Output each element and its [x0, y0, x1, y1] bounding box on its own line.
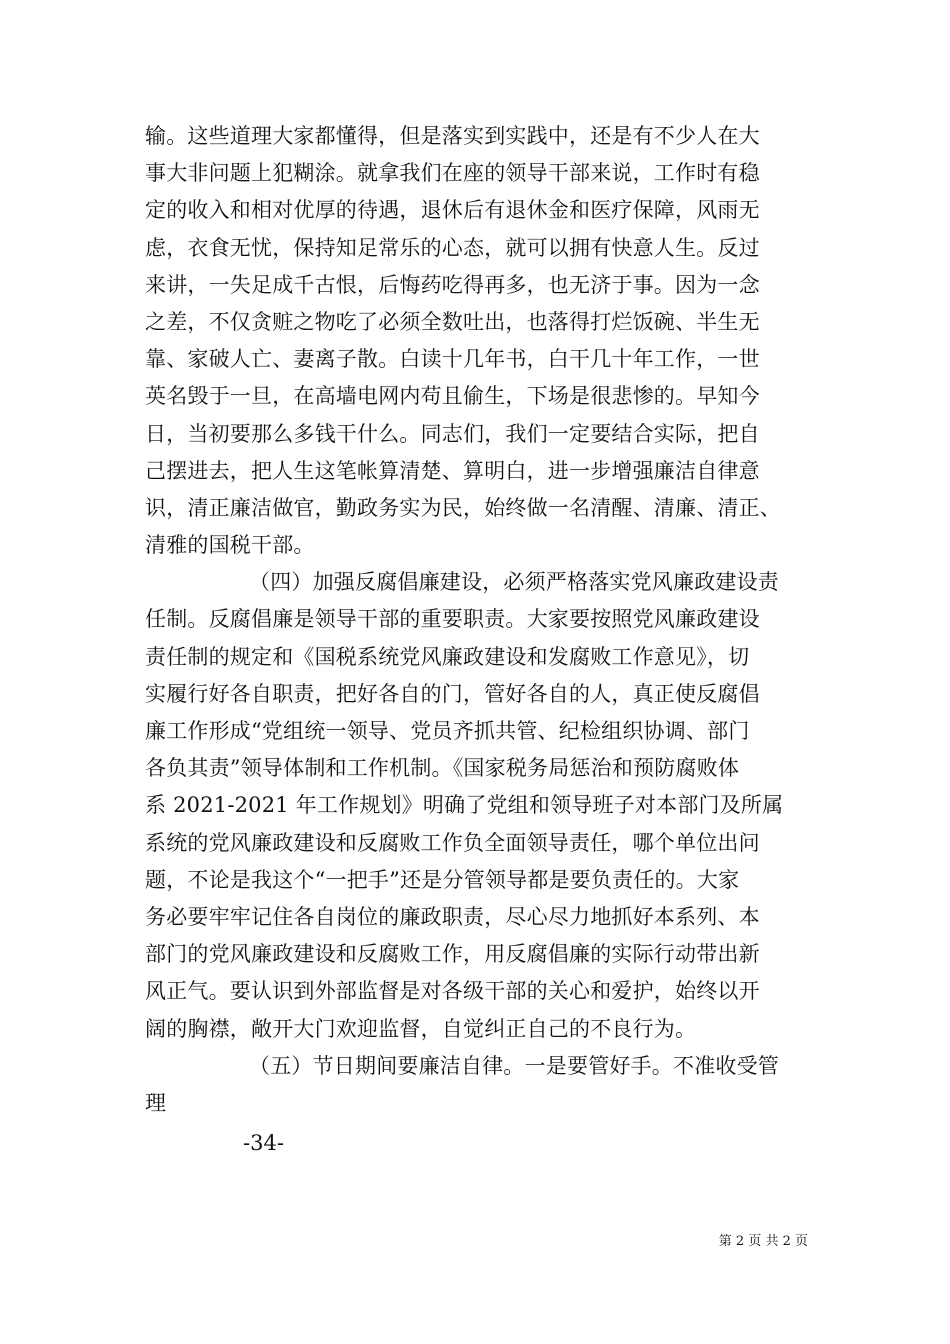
- body-line: 理: [145, 1090, 167, 1115]
- body-line: 输。这些道理大家都懂得，但是落实到实践中，还是有不少人在大: [145, 124, 760, 148]
- body-line: 之差，不仅贪赃之物吃了必须全数吐出，也落得打烂饭碗、半生无: [145, 309, 760, 334]
- body-line: 各负其责”领导体制和工作机制。《国家税务局惩治和预防腐败体: [145, 756, 740, 781]
- body-line: 实履行好各自职责，把好各自的门，管好各自的人，真正使反腐倡: [145, 681, 760, 706]
- body-line: 英名毁于一旦，在高墙电网内苟且偷生，下场是很悲惨的。早知今: [145, 384, 760, 409]
- body-line: 阔的胸襟，敞开大门欢迎监督，自觉纠正自己的不良行为。: [145, 1016, 697, 1041]
- body-line: 来讲，一失足成千古恨，后悔药吃得再多，也无济于事。因为一念: [145, 272, 760, 297]
- body-line: 事大非问题上犯糊涂。就拿我们在座的领导干部来说，工作时有稳: [145, 161, 760, 186]
- body-line: 务必要牢牢记住各自岗位的廉政职责，尽心尽力地抓好本系列、本: [145, 904, 760, 929]
- body-line: 定的收入和相对优厚的待遇，退休后有退休金和医疗保障，风雨无: [145, 198, 760, 223]
- paragraph-heading-five: （五）节日期间要廉洁自律。一是要管好手。不准收受管: [249, 1053, 779, 1078]
- body-text: [145, 118, 825, 1122]
- body-line: 日，当初要那么多钱干什么。同志们，我们一定要结合实际，把自: [145, 421, 760, 446]
- body-line: 识，清正廉洁做官，勤政务实为民，始终做一名清醒、清廉、清正、: [145, 495, 781, 520]
- body-line: 责任制的规定和《国税系统党风廉政建设和发腐败工作意见》，切: [145, 644, 750, 669]
- body-line: 风正气。要认识到外部监督是对各级干部的关心和爱护，始终以开: [145, 979, 760, 1004]
- body-line: 虑，衣食无忧，保持知足常乐的心态，就可以拥有快意人生。反过: [145, 235, 760, 260]
- body-line: 廉工作形成“党组统一领导、党员齐抓共管、纪检组织协调、部门: [145, 719, 750, 743]
- body-line: 己摆进去，把人生这笔帐算清楚、算明白，进一步增强廉洁自律意: [145, 458, 760, 483]
- body-line: 任制。反腐倡廉是领导干部的重要职责。大家要按照党风廉政建设: [145, 607, 760, 632]
- body-line: 题，不论是我这个“一把手”还是分管领导都是要负责任的。大家: [145, 867, 740, 892]
- body-line: 靠、家破人亡、妻离子散。白读十几年书，白干几十年工作，一世: [145, 347, 760, 372]
- page-number-marker: -34-: [243, 1131, 284, 1155]
- body-line: 部门的党风廉政建设和反腐败工作，用反腐倡廉的实际行动带出新: [145, 942, 760, 967]
- page-footer: 第 2 页 共 2 页: [718, 1234, 808, 1249]
- body-line: 系统的党风廉政建设和反腐败工作负全面领导责任，哪个单位出问: [145, 830, 760, 855]
- body-line: 清雅的国税干部。: [145, 533, 315, 558]
- paragraph-heading-four: （四）加强反腐倡廉建设，必须严格落实党风廉政建设责: [249, 570, 779, 595]
- body-line: 系 2021-2021 年工作规划》明确了党组和领导班子对本部门及所属: [145, 793, 784, 818]
